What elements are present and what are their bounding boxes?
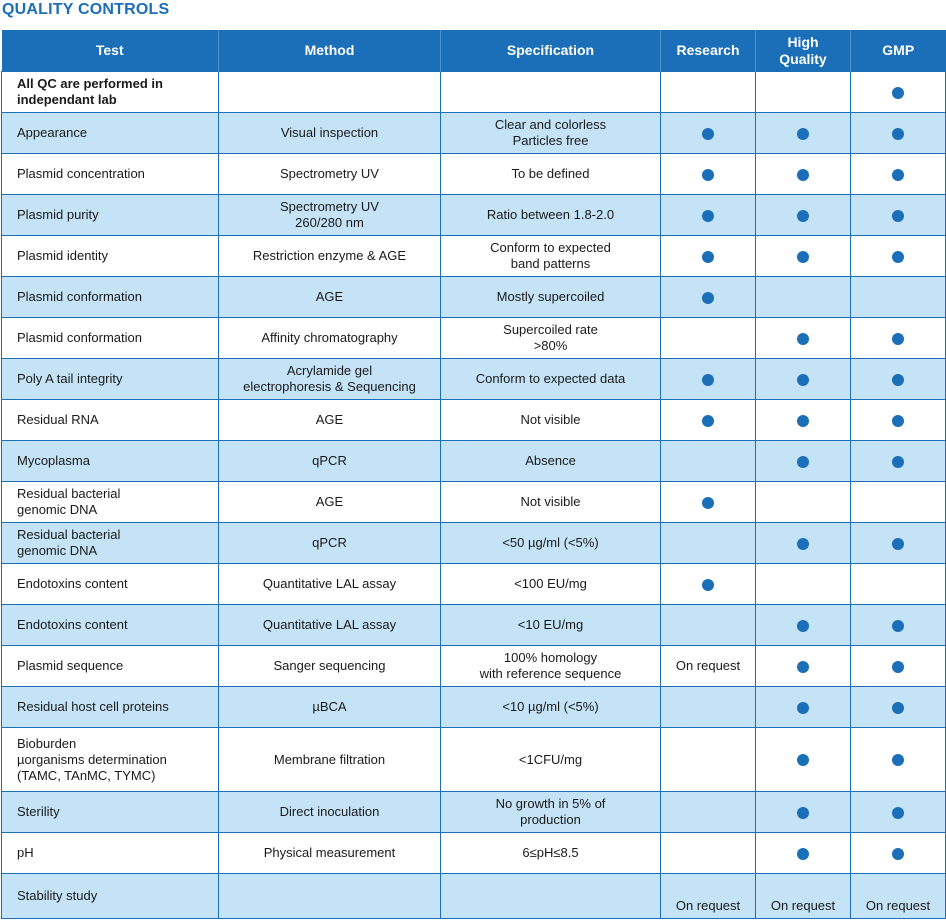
research-cell <box>661 113 756 154</box>
test-cell: Plasmid conformation <box>2 318 219 359</box>
table-row <box>2 523 946 564</box>
research-cell <box>661 728 756 792</box>
gmp-cell <box>851 564 946 605</box>
included-dot-icon <box>892 807 904 819</box>
table-row <box>2 195 946 236</box>
gmp-cell <box>851 687 946 728</box>
test-cell: Endotoxins content <box>2 564 219 605</box>
test-cell: Mycoplasma <box>2 441 219 482</box>
gmp-cell <box>851 482 946 523</box>
method-cell: Quantitative LAL assay <box>219 564 441 605</box>
test-cell: Stability study <box>2 874 219 919</box>
table-header-row <box>2 30 946 72</box>
table-row <box>2 318 946 359</box>
included-dot-icon <box>797 333 809 345</box>
specification-cell: Mostly supercoiled <box>441 277 661 318</box>
specification-cell: Absence <box>441 441 661 482</box>
research-cell <box>661 482 756 523</box>
high-quality-cell <box>756 482 851 523</box>
included-dot-icon <box>797 538 809 550</box>
high-quality-cell <box>756 277 851 318</box>
included-dot-icon <box>797 807 809 819</box>
table-row <box>2 236 946 277</box>
included-dot-icon <box>797 169 809 181</box>
test-cell: Plasmid identity <box>2 236 219 277</box>
research-cell <box>661 154 756 195</box>
specification-cell: Clear and colorless Particles free <box>441 113 661 154</box>
included-dot-icon <box>892 456 904 468</box>
table-row <box>2 687 946 728</box>
included-dot-icon <box>797 702 809 714</box>
high-quality-cell <box>756 318 851 359</box>
on-request-label: On request <box>675 658 741 673</box>
high-quality-cell <box>756 792 851 833</box>
page-title: QUALITY CONTROLS <box>2 1 170 18</box>
included-dot-icon <box>892 754 904 766</box>
table-row <box>2 154 946 195</box>
test-cell: Residual bacterial genomic DNA <box>2 482 219 523</box>
method-cell: Visual inspection <box>219 113 441 154</box>
method-cell: Sanger sequencing <box>219 646 441 687</box>
on-request-label: On request <box>770 898 836 913</box>
method-cell: Restriction enzyme & AGE <box>219 236 441 277</box>
included-dot-icon <box>892 374 904 386</box>
method-cell: Acrylamide gel electrophoresis & Sequencing <box>219 359 441 400</box>
included-dot-icon <box>702 169 714 181</box>
included-dot-icon <box>892 661 904 673</box>
gmp-cell <box>851 728 946 792</box>
method-cell: qPCR <box>219 523 441 564</box>
specification-cell: Conform to expected data <box>441 359 661 400</box>
included-dot-icon <box>702 128 714 140</box>
included-dot-icon <box>892 87 904 99</box>
included-dot-icon <box>797 128 809 140</box>
high-quality-cell <box>756 874 851 919</box>
gmp-cell <box>851 523 946 564</box>
high-quality-cell <box>756 833 851 874</box>
specification-cell: Not visible <box>441 400 661 441</box>
table-row <box>2 792 946 833</box>
method-cell <box>219 874 441 919</box>
research-cell <box>661 646 756 687</box>
research-cell <box>661 359 756 400</box>
research-cell <box>661 687 756 728</box>
research-cell <box>661 792 756 833</box>
included-dot-icon <box>797 620 809 632</box>
included-dot-icon <box>702 374 714 386</box>
specification-cell: To be defined <box>441 154 661 195</box>
high-quality-cell <box>756 523 851 564</box>
test-cell: Plasmid purity <box>2 195 219 236</box>
specification-cell: 6≤pH≤8.5 <box>441 833 661 874</box>
test-cell: Plasmid sequence <box>2 646 219 687</box>
included-dot-icon <box>797 456 809 468</box>
research-cell <box>661 236 756 277</box>
included-dot-icon <box>892 848 904 860</box>
included-dot-icon <box>797 251 809 263</box>
high-quality-cell <box>756 564 851 605</box>
method-cell <box>219 72 441 113</box>
method-cell: qPCR <box>219 441 441 482</box>
table-row <box>2 482 946 523</box>
included-dot-icon <box>892 333 904 345</box>
test-cell: Plasmid concentration <box>2 154 219 195</box>
method-cell: Membrane filtration <box>219 728 441 792</box>
high-quality-cell <box>756 441 851 482</box>
gmp-cell <box>851 277 946 318</box>
research-cell <box>661 400 756 441</box>
method-cell: AGE <box>219 482 441 523</box>
table-row <box>2 605 946 646</box>
included-dot-icon <box>892 210 904 222</box>
high-quality-cell <box>756 236 851 277</box>
gmp-cell <box>851 874 946 919</box>
specification-cell: 100% homology with reference sequence <box>441 646 661 687</box>
table-row <box>2 113 946 154</box>
research-cell <box>661 523 756 564</box>
method-cell: Spectrometry UV <box>219 154 441 195</box>
test-cell: Appearance <box>2 113 219 154</box>
included-dot-icon <box>702 579 714 591</box>
included-dot-icon <box>702 415 714 427</box>
specification-cell: Not visible <box>441 482 661 523</box>
gmp-cell <box>851 359 946 400</box>
high-quality-cell <box>756 195 851 236</box>
specification-cell: Ratio between 1.8-2.0 <box>441 195 661 236</box>
table-row <box>2 359 946 400</box>
research-cell <box>661 72 756 113</box>
table-row <box>2 564 946 605</box>
gmp-cell <box>851 154 946 195</box>
high-quality-cell <box>756 400 851 441</box>
included-dot-icon <box>892 415 904 427</box>
test-cell: Sterility <box>2 792 219 833</box>
included-dot-icon <box>797 374 809 386</box>
header-research: Research <box>661 30 756 72</box>
gmp-cell <box>851 646 946 687</box>
included-dot-icon <box>892 702 904 714</box>
included-dot-icon <box>702 497 714 509</box>
gmp-cell <box>851 113 946 154</box>
method-cell: AGE <box>219 277 441 318</box>
specification-cell: <10 EU/mg <box>441 605 661 646</box>
high-quality-cell <box>756 728 851 792</box>
method-cell: Physical measurement <box>219 833 441 874</box>
specification-cell: <100 EU/mg <box>441 564 661 605</box>
gmp-cell <box>851 792 946 833</box>
on-request-label: On request <box>675 898 741 913</box>
test-cell: Residual host cell proteins <box>2 687 219 728</box>
header-gmp: GMP <box>851 30 946 72</box>
gmp-cell <box>851 605 946 646</box>
included-dot-icon <box>702 251 714 263</box>
gmp-cell <box>851 195 946 236</box>
table-row <box>2 833 946 874</box>
gmp-cell <box>851 72 946 113</box>
method-cell: Quantitative LAL assay <box>219 605 441 646</box>
included-dot-icon <box>797 210 809 222</box>
quality-controls-table <box>1 30 946 919</box>
gmp-cell <box>851 833 946 874</box>
header-specification: Specification <box>441 30 661 72</box>
method-cell: Spectrometry UV 260/280 nm <box>219 195 441 236</box>
included-dot-icon <box>892 620 904 632</box>
high-quality-cell <box>756 113 851 154</box>
specification-cell: <50 µg/ml (<5%) <box>441 523 661 564</box>
test-cell: pH <box>2 833 219 874</box>
table-row <box>2 441 946 482</box>
high-quality-cell <box>756 72 851 113</box>
specification-cell: Conform to expected band patterns <box>441 236 661 277</box>
research-cell <box>661 195 756 236</box>
specification-cell: <10 µg/ml (<5%) <box>441 687 661 728</box>
research-cell <box>661 277 756 318</box>
included-dot-icon <box>702 210 714 222</box>
table-row <box>2 277 946 318</box>
test-cell: Bioburden µorganisms determination (TAMC, TAnMC, TYMC) <box>2 728 219 792</box>
on-request-label: On request <box>865 898 931 913</box>
method-cell: Affinity chromatography <box>219 318 441 359</box>
gmp-cell <box>851 318 946 359</box>
included-dot-icon <box>797 661 809 673</box>
research-cell <box>661 605 756 646</box>
specification-cell: No growth in 5% of production <box>441 792 661 833</box>
test-cell: Poly A tail integrity <box>2 359 219 400</box>
table-row <box>2 72 946 113</box>
research-cell <box>661 833 756 874</box>
specification-cell: Supercoiled rate >80% <box>441 318 661 359</box>
test-cell: All QC are performed in independant lab <box>2 72 219 113</box>
included-dot-icon <box>797 848 809 860</box>
specification-cell <box>441 874 661 919</box>
method-cell: AGE <box>219 400 441 441</box>
gmp-cell <box>851 400 946 441</box>
included-dot-icon <box>892 128 904 140</box>
table-row <box>2 728 946 792</box>
gmp-cell <box>851 236 946 277</box>
included-dot-icon <box>892 538 904 550</box>
included-dot-icon <box>797 754 809 766</box>
research-cell <box>661 318 756 359</box>
high-quality-cell <box>756 687 851 728</box>
included-dot-icon <box>892 169 904 181</box>
method-cell: µBCA <box>219 687 441 728</box>
test-cell: Residual RNA <box>2 400 219 441</box>
method-cell: Direct inoculation <box>219 792 441 833</box>
high-quality-cell <box>756 359 851 400</box>
header-test: Test <box>2 30 219 72</box>
research-cell <box>661 564 756 605</box>
gmp-cell <box>851 441 946 482</box>
header-method: Method <box>219 30 441 72</box>
specification-cell <box>441 72 661 113</box>
table-row <box>2 646 946 687</box>
high-quality-cell <box>756 605 851 646</box>
included-dot-icon <box>892 251 904 263</box>
high-quality-cell <box>756 646 851 687</box>
research-cell <box>661 441 756 482</box>
test-cell: Residual bacterial genomic DNA <box>2 523 219 564</box>
table-row <box>2 400 946 441</box>
specification-cell: <1CFU/mg <box>441 728 661 792</box>
research-cell <box>661 874 756 919</box>
high-quality-cell <box>756 154 851 195</box>
test-cell: Endotoxins content <box>2 605 219 646</box>
table-row <box>2 874 946 919</box>
included-dot-icon <box>702 292 714 304</box>
test-cell: Plasmid conformation <box>2 277 219 318</box>
included-dot-icon <box>797 415 809 427</box>
header-high-quality: High Quality <box>756 30 851 72</box>
